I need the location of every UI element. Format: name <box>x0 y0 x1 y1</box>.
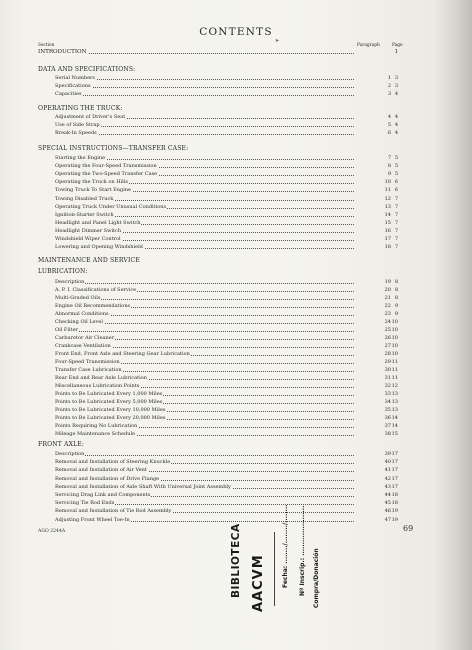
entry-paragraph: 28 <box>384 351 391 357</box>
toc-entry <box>55 398 398 406</box>
entry-paragraph: 13 <box>384 203 391 210</box>
entry-paragraph: 37 <box>384 423 391 429</box>
page-number: 69 <box>403 524 414 533</box>
entry-label: Towing Truck To Start Engine <box>55 187 132 194</box>
toc-entry <box>55 507 398 515</box>
entry-paragraph: 43 <box>384 483 391 490</box>
toc-entry <box>55 499 398 507</box>
dot-leader <box>55 79 354 80</box>
stamp-acquisition-field: Compra/Donación <box>313 548 320 608</box>
entry-label: Servicing Drag Link and Components <box>55 492 151 498</box>
toc-entry <box>55 374 398 382</box>
entry-label: Front End, Front Axle and Steering Gear Lubrication <box>55 351 190 357</box>
toc-entry <box>55 466 398 474</box>
toc-entry <box>55 516 398 524</box>
toc-entry <box>55 342 398 350</box>
entry-label: Headlight and Panel Light Switch <box>55 219 141 226</box>
entry-paragraph: 45 <box>384 500 391 507</box>
entry-label: Points to Be Lubricated Every 20,000 Miles <box>55 415 166 421</box>
entry-page: 3 <box>394 75 398 81</box>
entry-label: A. P. I. Classifications of Service <box>55 287 137 293</box>
section-heading: OPERATING THE TRUCK: <box>38 105 123 112</box>
entry-label: Four-Speed Transmission <box>55 359 120 365</box>
column-header-page: Page <box>392 43 403 48</box>
entry-label: Break-In Speeds <box>55 130 97 137</box>
entry-paragraph: 32 <box>384 383 391 389</box>
entry-page: 10 <box>391 343 398 349</box>
entry-paragraph: 7 <box>387 155 391 161</box>
entry-label: Removal and Installation of Axle Shaft With Universal Joint Assembly <box>55 483 231 490</box>
entry-label: Transfer Case Lubrication <box>55 367 122 373</box>
entry-label: Starting the Engine <box>55 155 106 161</box>
entry-paragraph: 8 <box>387 163 391 170</box>
toc-entry <box>55 406 398 414</box>
entry-page: 5 <box>394 163 398 170</box>
entry-page: 18 <box>391 492 398 498</box>
entry-page: 1 <box>394 49 398 55</box>
entry-page: 4 <box>394 114 398 120</box>
entry-page: 12 <box>391 383 398 389</box>
entry-paragraph: 41 <box>384 467 391 474</box>
entry-label: Servicing Tie Rod Ends <box>55 500 115 507</box>
entry-label: Crankcase Ventilation <box>55 343 111 349</box>
entry-paragraph: 3 <box>387 91 391 98</box>
entry-label: Removal and Installation of Steering Knuckle <box>55 459 171 466</box>
entry-label: Operating the Two-Speed Transfer Case <box>55 171 158 178</box>
entry-paragraph: 39 <box>384 451 391 457</box>
entry-label: Adjustment of Driver's Seat <box>55 114 126 120</box>
section-heading: MAINTENANCE AND SERVICE <box>38 257 140 264</box>
dot-leader <box>55 95 354 96</box>
toc-entry <box>55 74 398 82</box>
entry-paragraph: 10 <box>384 179 391 186</box>
entry-label: Removal and Installation of Drive Flange <box>55 475 160 482</box>
entry-paragraph: 1 <box>387 75 391 81</box>
entry-paragraph: 40 <box>384 459 391 466</box>
entry-label: Points Requiring No Lubrication <box>55 423 138 429</box>
entry-label: Engine Oil Recommendations <box>55 303 131 309</box>
toc-entry <box>55 310 398 318</box>
entry-page: 11 <box>391 359 398 365</box>
entry-paragraph: 29 <box>384 359 391 365</box>
entry-label: Description <box>55 279 85 285</box>
toc-entry <box>55 491 398 499</box>
entry-label: Adjusting Front Wheel Toe-In <box>55 516 130 523</box>
entry-label: Headlight Dimmer Switch <box>55 227 122 234</box>
section-heading: DATA AND SPECIFICATIONS: <box>38 66 136 73</box>
entry-page: 7 <box>394 195 398 202</box>
entry-label: Lowering and Opening Windshield <box>55 244 143 251</box>
entry-paragraph: 4 <box>387 114 391 120</box>
stamp-library-name: BIBLIOTECA <box>230 523 242 598</box>
entry-paragraph: 9 <box>387 171 391 178</box>
toc-entry <box>55 366 398 374</box>
entry-label: Carburetor Air Cleaner <box>55 335 115 341</box>
entry-label: Checking Oil Level <box>55 319 103 325</box>
toc-entry <box>55 358 398 366</box>
entry-page: 18 <box>391 500 398 507</box>
entry-label: Towing Disabled Truck <box>55 195 114 202</box>
entry-label: Rear End and Rear Axle Lubrication <box>55 375 147 381</box>
entry-label: Specifications <box>55 83 91 90</box>
column-header-paragraph: Paragraph <box>357 43 380 48</box>
entry-paragraph: 42 <box>384 475 391 482</box>
stamp-date-field: Fecha: ......../......../........ <box>282 504 289 588</box>
toc-entry <box>55 235 398 243</box>
entry-paragraph: 36 <box>384 415 391 421</box>
entry-paragraph: 22 <box>384 303 391 309</box>
toc-entry <box>55 113 398 121</box>
entry-label: Miscellaneous Lubrication Points <box>55 383 140 389</box>
toc-entry <box>55 121 398 129</box>
stamp-inscription-field: Nº Inscrip.: ...................... <box>299 505 306 596</box>
entry-page: 17 <box>391 467 398 474</box>
entry-page: 7 <box>394 236 398 242</box>
entry-label: Ignition-Starter Switch <box>55 211 114 218</box>
entry-page: 19 <box>391 516 398 523</box>
column-header-section: Section <box>38 43 55 48</box>
entry-paragraph: 25 <box>384 327 391 333</box>
toc-entry <box>55 82 398 90</box>
entry-label: Points to Be Lubricated Every 1,000 Miles <box>55 391 163 397</box>
entry-paragraph: 18 <box>384 244 391 251</box>
entry-page: 13 <box>391 391 398 397</box>
entry-page: 4 <box>394 91 398 98</box>
entry-page: 9 <box>394 311 398 317</box>
entry-label: Operating the Four-Speed Transmission <box>55 163 157 170</box>
entry-page: 4 <box>394 122 398 129</box>
entry-page: 7 <box>394 211 398 218</box>
entry-paragraph: 21 <box>384 295 391 301</box>
toc-entry <box>55 350 398 358</box>
dot-leader <box>55 455 354 456</box>
entry-page: 6 <box>394 179 398 186</box>
toc-entry <box>55 334 398 342</box>
entry-paragraph: 38 <box>384 431 391 437</box>
entry-paragraph: 47 <box>384 516 391 523</box>
entry-page: 17 <box>391 483 398 490</box>
entry-paragraph: 23 <box>384 311 391 317</box>
entry-label: Operating Truck Under Unusual Conditions <box>55 203 167 210</box>
toc-entry <box>55 129 398 137</box>
toc-entry <box>55 211 398 219</box>
entry-paragraph: 19 <box>384 279 391 285</box>
entry-page: 8 <box>394 287 398 293</box>
toc-entry <box>55 318 398 326</box>
toc-entry <box>55 243 398 251</box>
toc-entry <box>55 178 398 186</box>
entry-paragraph: 20 <box>384 287 391 293</box>
entry-paragraph: 2 <box>387 83 391 90</box>
ink-mark: ➤ <box>275 38 280 44</box>
toc-entry <box>55 422 398 430</box>
entry-page: 17 <box>391 451 398 457</box>
entry-label: Multi-Graded Oils <box>55 295 101 301</box>
entry-paragraph: 17 <box>384 236 391 242</box>
entry-page: 17 <box>391 459 398 466</box>
entry-paragraph: 44 <box>384 492 391 498</box>
toc-entry <box>55 458 398 466</box>
entry-label: Capacities <box>55 91 82 98</box>
entry-paragraph: 46 <box>384 508 391 515</box>
entry-label: Points to Be Lubricated Every 5,000 Miles <box>55 399 163 405</box>
entry-paragraph: 31 <box>384 375 391 381</box>
entry-paragraph: 27 <box>384 343 391 349</box>
entry-page: 11 <box>391 367 398 373</box>
entry-label: Description <box>55 451 85 457</box>
entry-page: 7 <box>394 203 398 210</box>
entry-page: 11 <box>391 375 398 381</box>
page-shadow <box>434 0 472 650</box>
entry-paragraph: 11 <box>384 187 391 194</box>
stamp-divider <box>274 532 275 606</box>
entry-paragraph: 12 <box>384 195 391 202</box>
entry-paragraph: 26 <box>384 335 391 341</box>
entry-page: 3 <box>394 83 398 90</box>
toc-entry <box>55 286 398 294</box>
entry-page: 19 <box>391 508 398 515</box>
entry-page: 14 <box>391 423 398 429</box>
dot-leader <box>55 134 354 135</box>
dot-leader <box>55 87 354 88</box>
entry-page: 10 <box>391 327 398 333</box>
toc-entry <box>55 483 398 491</box>
toc-entry <box>55 203 398 211</box>
entry-page: 7 <box>394 227 398 234</box>
section-heading: SPECIAL INSTRUCTIONS—TRANSFER CASE: <box>38 145 189 152</box>
toc-entry <box>55 186 398 194</box>
entry-label: Oil Filter <box>55 327 78 333</box>
section-subheading: LUBRICATION: <box>38 268 88 275</box>
toc-entry <box>55 326 398 334</box>
toc-entry <box>55 450 398 458</box>
entry-label: Serial Numbers <box>55 75 95 81</box>
entry-paragraph: 14 <box>384 211 391 218</box>
toc-entry <box>55 90 398 98</box>
entry-page: 6 <box>394 187 398 194</box>
dot-leader <box>55 283 354 284</box>
entry-paragraph: 35 <box>384 407 391 413</box>
entry-page: 13 <box>391 399 398 405</box>
entry-label: Windshield Wiper Control <box>55 236 121 242</box>
entry-page: 8 <box>394 295 398 301</box>
entry-paragraph: 33 <box>384 391 391 397</box>
toc-entry <box>55 294 398 302</box>
toc-entry <box>55 162 398 170</box>
toc-entry <box>55 278 398 286</box>
entry-paragraph: 30 <box>384 367 391 373</box>
entry-label: Mileage Maintenance Schedule <box>55 431 136 437</box>
toc-entry <box>55 219 398 227</box>
toc-entry-introduction <box>38 48 398 56</box>
toc-entry <box>55 154 398 162</box>
page-title: CONTENTS <box>199 26 273 38</box>
entry-label: Abnormal Conditions <box>55 311 109 317</box>
entry-page: 10 <box>391 351 398 357</box>
entry-page: 10 <box>391 319 398 325</box>
entry-page: 17 <box>391 475 398 482</box>
entry-page: 8 <box>394 279 398 285</box>
entry-paragraph: 16 <box>384 227 391 234</box>
toc-entry <box>55 390 398 398</box>
toc-entry <box>55 430 398 438</box>
dot-leader <box>55 331 354 332</box>
stamp-org-name: AACVM <box>251 554 266 612</box>
entry-label: Operating the Truck on Hills <box>55 179 128 186</box>
entry-page: 15 <box>391 431 398 437</box>
toc-entry <box>55 227 398 235</box>
entry-paragraph: 15 <box>384 219 391 226</box>
agency-code: AGO 2244A <box>38 529 66 534</box>
toc-entry <box>55 302 398 310</box>
toc-entry <box>55 170 398 178</box>
toc-entry <box>55 195 398 203</box>
entry-page: 14 <box>391 415 398 421</box>
entry-page: 9 <box>394 303 398 309</box>
entry-page: 7 <box>394 244 398 251</box>
entry-paragraph: 34 <box>384 399 391 405</box>
toc-entry <box>55 414 398 422</box>
entry-paragraph: 6 <box>387 130 391 137</box>
entry-paragraph: 5 <box>387 122 391 129</box>
entry-page: 4 <box>394 130 398 137</box>
entry-label: Use of Side Strap <box>55 122 100 129</box>
entry-page: 13 <box>391 407 398 413</box>
entry-page: 10 <box>391 335 398 341</box>
entry-label: Points to Be Lubricated Every 10,000 Miles <box>55 407 166 413</box>
entry-paragraph: 24 <box>384 319 391 325</box>
entry-label: Removal and Installation of Tie Rod Assembly <box>55 508 172 515</box>
entry-page: 5 <box>394 171 398 178</box>
entry-page: 5 <box>394 155 398 161</box>
toc-entry <box>55 382 398 390</box>
entry-label: Removal and Installation of Air Vent <box>55 467 147 474</box>
entry-label: INTRODUCTION <box>38 49 87 55</box>
toc-entry <box>55 475 398 483</box>
entry-page: 7 <box>394 219 398 226</box>
section-heading: FRONT AXLE: <box>38 441 85 448</box>
